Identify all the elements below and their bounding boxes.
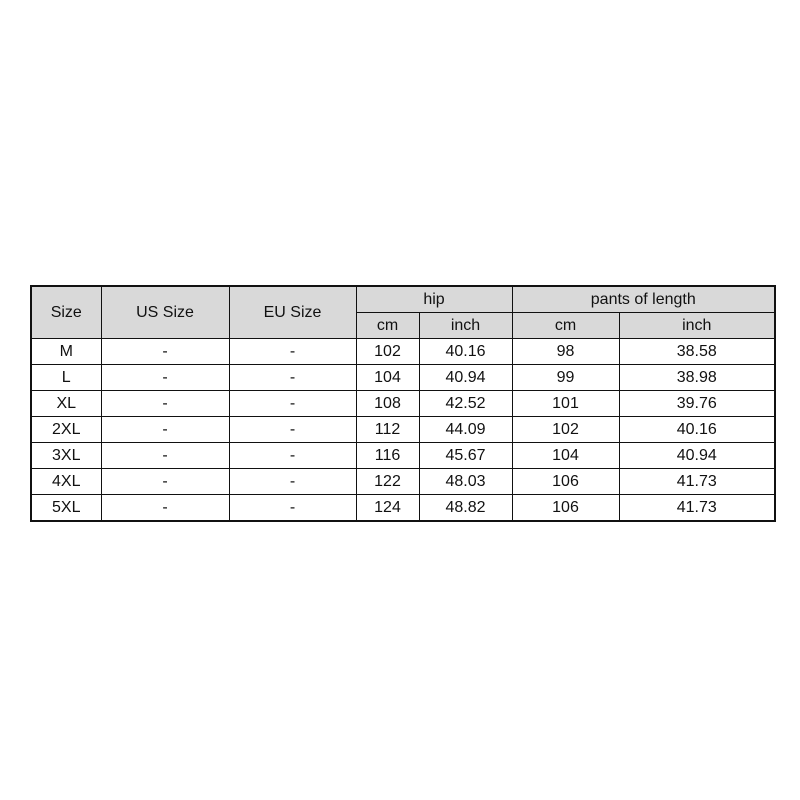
cell-hip-cm: 102 [356, 339, 419, 365]
cell-eu-size: - [229, 339, 356, 365]
cell-length-cm: 104 [512, 443, 619, 469]
cell-length-inch: 40.94 [619, 443, 775, 469]
cell-size: 5XL [31, 495, 101, 522]
cell-eu-size: - [229, 417, 356, 443]
cell-length-inch: 41.73 [619, 469, 775, 495]
cell-size: 2XL [31, 417, 101, 443]
cell-length-cm: 102 [512, 417, 619, 443]
cell-hip-cm: 108 [356, 391, 419, 417]
cell-us-size: - [101, 495, 229, 522]
cell-length-inch: 41.73 [619, 495, 775, 522]
cell-length-inch: 38.98 [619, 365, 775, 391]
header-length-cm: cm [512, 313, 619, 339]
cell-length-cm: 98 [512, 339, 619, 365]
cell-length-cm: 106 [512, 495, 619, 522]
cell-length-cm: 101 [512, 391, 619, 417]
cell-hip-inch: 45.67 [419, 443, 512, 469]
header-hip: hip [356, 286, 512, 313]
cell-hip-cm: 112 [356, 417, 419, 443]
cell-hip-inch: 40.16 [419, 339, 512, 365]
table-row [31, 495, 775, 522]
cell-length-cm: 106 [512, 469, 619, 495]
cell-hip-cm: 122 [356, 469, 419, 495]
header-size: Size [31, 286, 101, 339]
table-header [31, 286, 775, 339]
header-pants-length: pants of length [512, 286, 775, 313]
cell-hip-cm: 124 [356, 495, 419, 522]
cell-us-size: - [101, 417, 229, 443]
cell-hip-inch: 48.03 [419, 469, 512, 495]
cell-hip-cm: 116 [356, 443, 419, 469]
cell-size: L [31, 365, 101, 391]
header-us-size: US Size [101, 286, 229, 339]
cell-hip-inch: 44.09 [419, 417, 512, 443]
header-eu-size: EU Size [229, 286, 356, 339]
cell-size: M [31, 339, 101, 365]
size-chart-table [30, 285, 776, 522]
table-row [31, 469, 775, 495]
cell-eu-size: - [229, 365, 356, 391]
table-row [31, 339, 775, 365]
cell-us-size: - [101, 469, 229, 495]
cell-size: XL [31, 391, 101, 417]
table-row [31, 365, 775, 391]
cell-hip-inch: 40.94 [419, 365, 512, 391]
cell-length-inch: 38.58 [619, 339, 775, 365]
cell-size: 4XL [31, 469, 101, 495]
cell-eu-size: - [229, 443, 356, 469]
cell-eu-size: - [229, 469, 356, 495]
cell-size: 3XL [31, 443, 101, 469]
header-row-top [31, 286, 775, 313]
cell-us-size: - [101, 339, 229, 365]
cell-length-cm: 99 [512, 365, 619, 391]
cell-us-size: - [101, 365, 229, 391]
cell-us-size: - [101, 443, 229, 469]
cell-length-inch: 40.16 [619, 417, 775, 443]
cell-eu-size: - [229, 391, 356, 417]
cell-eu-size: - [229, 495, 356, 522]
header-length-inch: inch [619, 313, 775, 339]
table-body [31, 339, 775, 522]
cell-us-size: - [101, 391, 229, 417]
cell-hip-inch: 42.52 [419, 391, 512, 417]
header-hip-cm: cm [356, 313, 419, 339]
cell-hip-inch: 48.82 [419, 495, 512, 522]
cell-hip-cm: 104 [356, 365, 419, 391]
table-row [31, 443, 775, 469]
header-hip-inch: inch [419, 313, 512, 339]
cell-length-inch: 39.76 [619, 391, 775, 417]
table-row [31, 417, 775, 443]
table-row [31, 391, 775, 417]
